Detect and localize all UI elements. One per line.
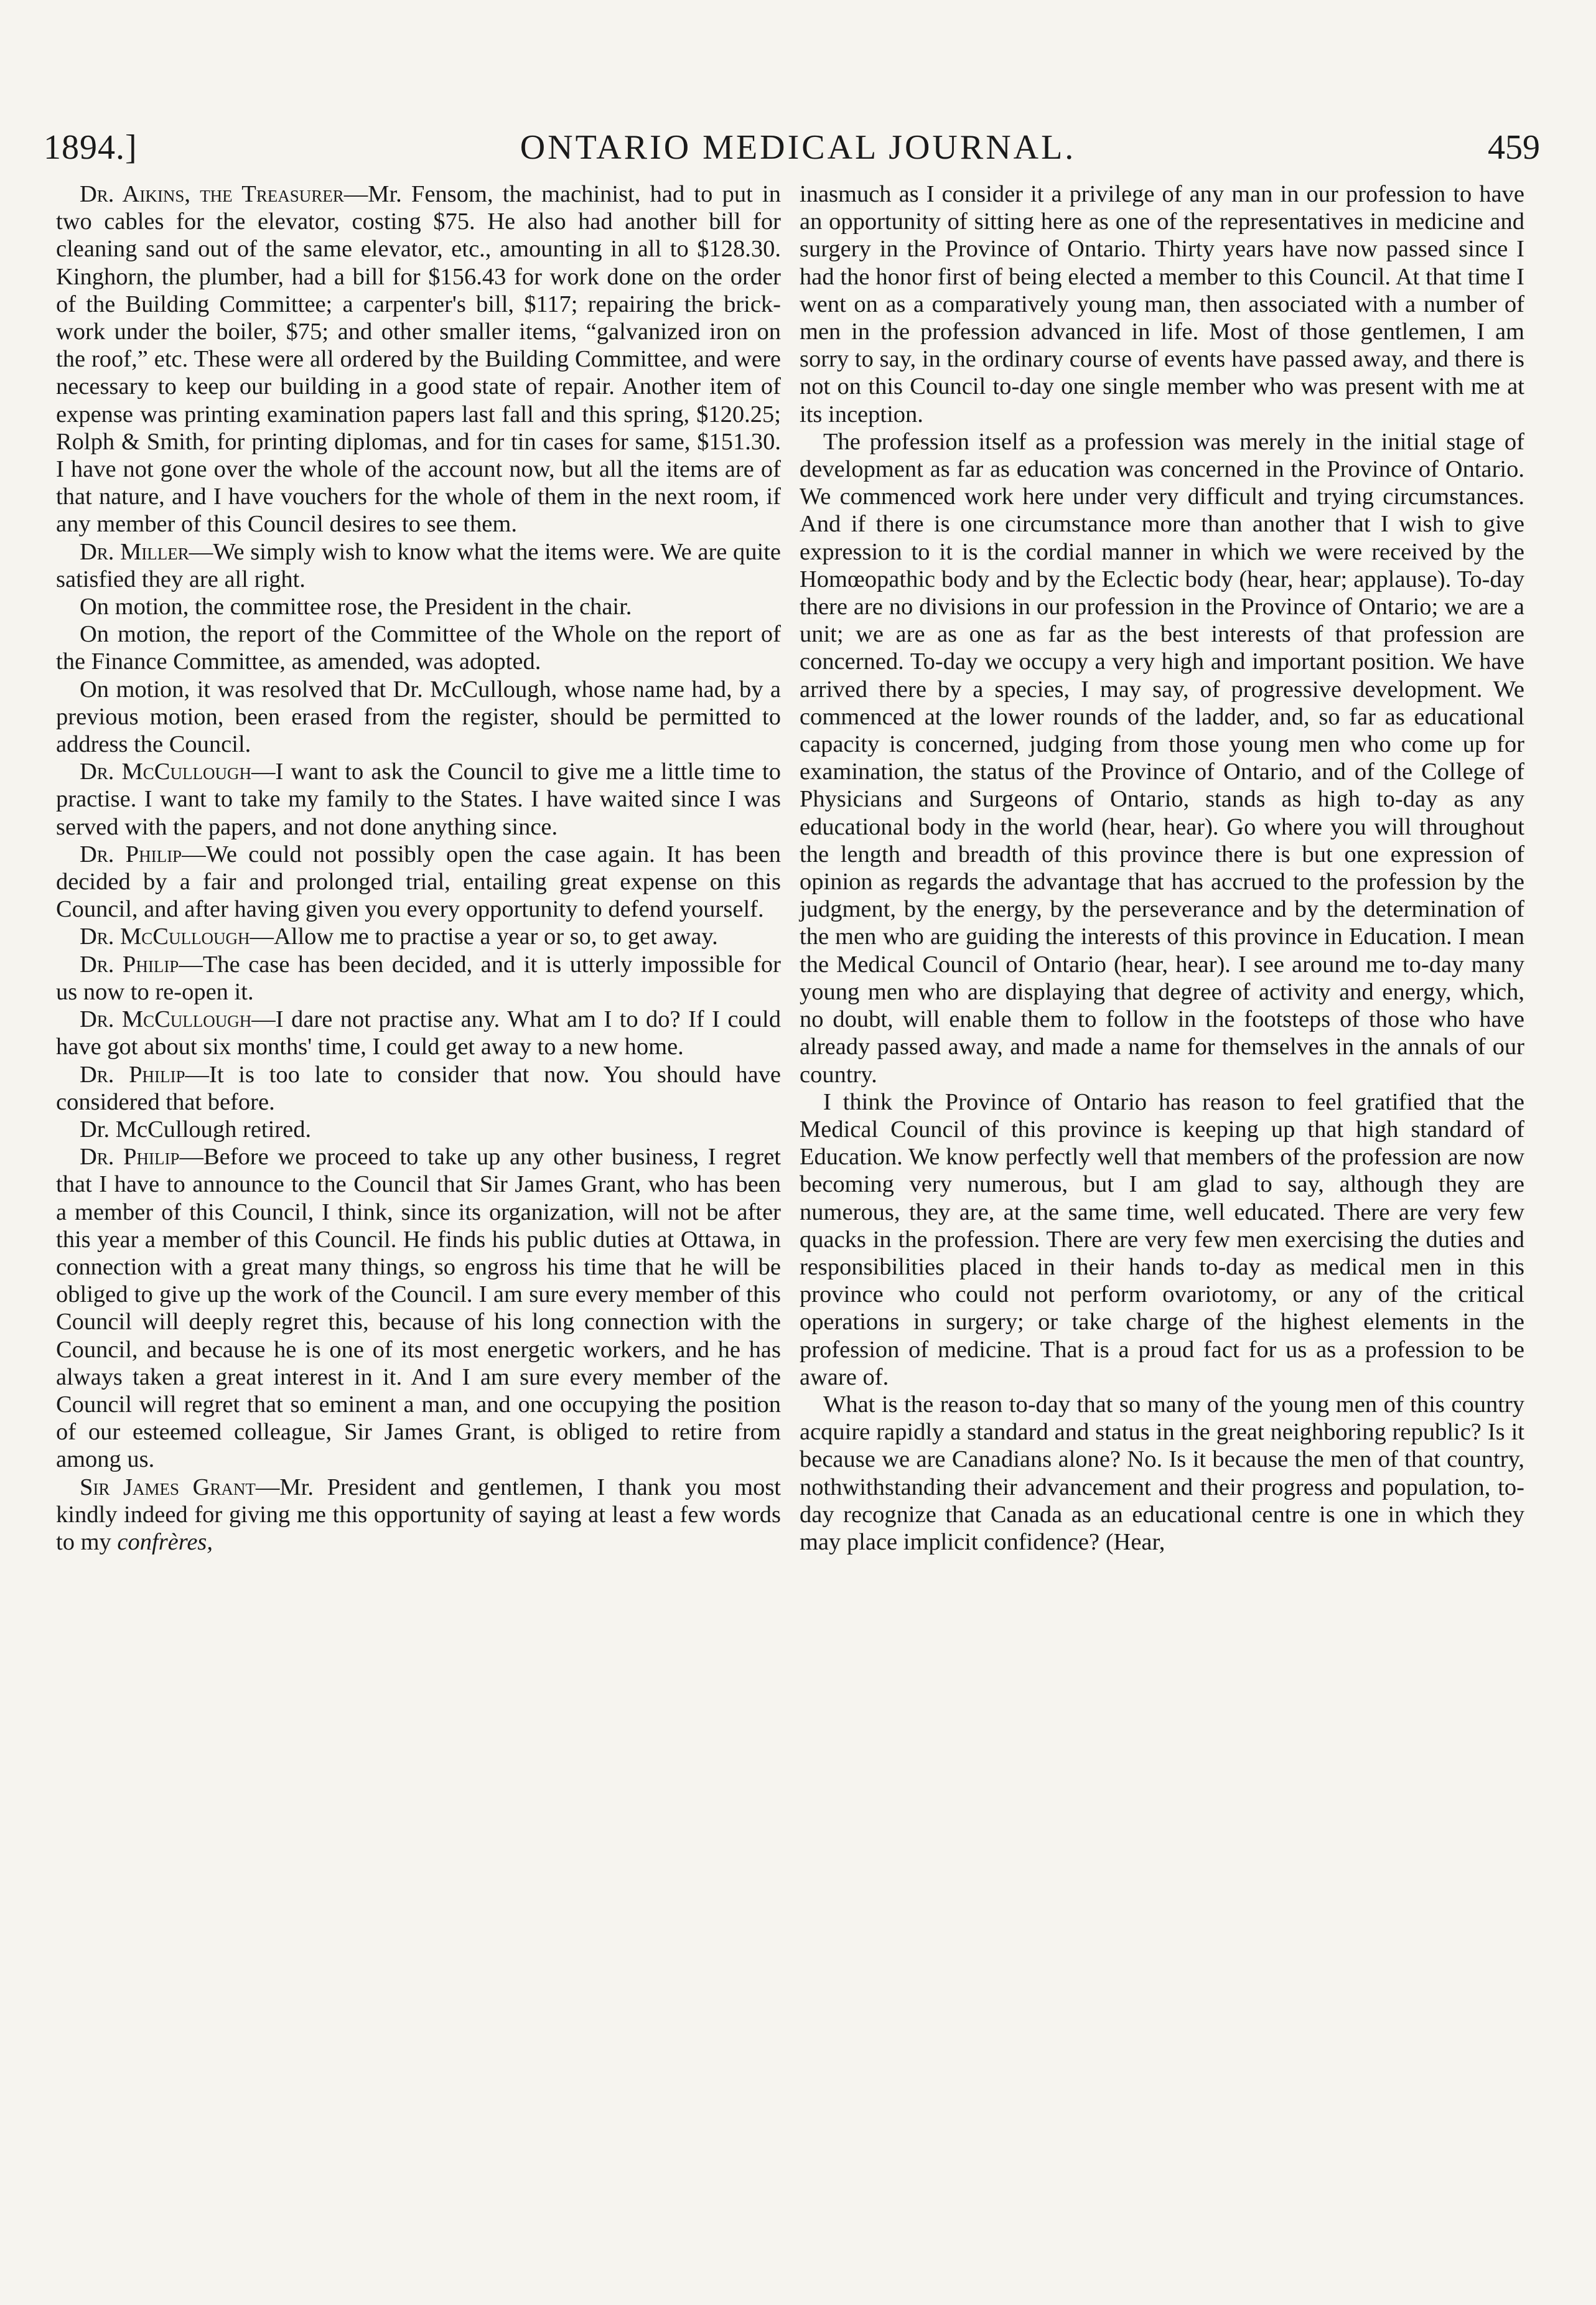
speaker-name: Sir James Grant	[80, 1474, 256, 1500]
right-column	[800, 180, 1524, 1556]
paragraph	[56, 1474, 781, 1556]
header-year: 1894.]	[44, 128, 138, 167]
speaker-name: Dr. McCullough	[80, 1006, 252, 1033]
paragraph-text: On motion, the report of the Committee of the Whole on the report of the Finance Committee, as amended, was adopted.	[56, 621, 781, 675]
paragraph	[56, 538, 781, 593]
speaker-name: Dr. McCullough	[80, 923, 250, 950]
paragraph-text: —Allow me to practise a year or so, to get away.	[250, 923, 718, 950]
running-header	[44, 128, 1552, 171]
paragraph-text: On motion, the committee rose, the President in the chair.	[80, 594, 632, 620]
speaker-name: Dr. Aikins, the Treasurer	[80, 181, 344, 207]
paragraph-text: —It is too late to consider that now. You should have considered that before.	[56, 1061, 781, 1115]
paragraph-text: inasmuch as I consider it a privilege of any man in our profession to have an opportunity of sitting here as one of the representatives in medicine and surgery in the Province of Ontario. Thirty years have now passed since I had the honor first of being elected a member to this Council. At that time I went on as a comparatively young man, then associated with a number of men in the profession advanced in life. Most of those gentlemen, I am sorry to say, in the ordinary course of events have passed away, and there is not on this Council to-day one single member who was present with me at its inception.	[800, 181, 1524, 428]
paragraph-text: What is the reason to-day that so many of the young men of this country acquire rapidly a standard and status in the great neighboring republic? Is it because we are Canadians alone? No. Is it because the men of that country, nothwithstanding their advancement and their progress and population, to-day recognize that Canada as an educational centre is one in which they may place implicit confidence? (Hear,	[800, 1391, 1524, 1555]
paragraph-text: —The case has been decided, and it is utterly impossible for us now to re-open it.	[56, 951, 781, 1005]
page-number: 459	[1488, 128, 1540, 167]
paragraph	[800, 1391, 1524, 1556]
paragraph	[800, 428, 1524, 1088]
paragraph	[56, 620, 781, 675]
speaker-name: Dr. Philip	[80, 1061, 185, 1088]
paragraph	[56, 841, 781, 923]
paragraph-text: I think the Province of Ontario has reason to feel gratified that the Medical Council of this province is keeping up that high standard of Education. We know perfectly well that members of the profession are now becoming very numerous, but I am glad to say, although they are numerous, they are, at the same time, well educated. There are very few quacks in the profession. There are very few men exercising the duties and responsibilities placed in their hands to-day as medical men in this province who could not perform ovariotomy, or any of the critical operations in surgery; or take charge of the highest elements in the profession of medicine. That is a proud fact for us as a profession to be aware of.	[800, 1088, 1524, 1390]
paragraph	[56, 1116, 781, 1143]
paragraph-text: —Mr. President and gentlemen, I thank you most kindly indeed for giving me this opportunity of saying at least a few words to my	[56, 1474, 782, 1555]
speaker-name: Dr. Philip	[80, 951, 179, 978]
paragraph-text: —Mr. Fensom, the machinist, had to put in two cables for the elevator, costing $75. He also had another bill for cleaning sand out of the same elevator, etc., amounting in all to $128.30. Kinghorn, the plumber, had a bill for $156.43 for work done on the order of the Building Committee; a carpenter's bill, $117; repairing the brick-work under the boiler, $75; and other smaller items, “galvanized iron on the roof,” etc. These were all ordered by the Building Committee, and were necessary to keep our building in a good state of repair. Another item of expense was printing examination papers last fall and this spring, $120.25; Rolph & Smith, for printing diplomas, and for tin cases for same, $151.30. I have not gone over the whole of the account now, but all the items are of that nature, and I have vouchers for the whole of them in the next room, if any member of this Council desires to see them.	[56, 181, 781, 538]
speaker-name: Dr. Philip	[80, 1144, 180, 1171]
paragraph	[56, 676, 781, 759]
paragraph-text: —We simply wish to know what the items were. We are quite satisfied they are all right.	[56, 538, 782, 592]
paragraph	[56, 593, 781, 620]
paragraph	[56, 758, 781, 841]
paragraph	[56, 1143, 781, 1473]
paragraph	[56, 180, 781, 538]
paragraph	[56, 923, 781, 950]
paragraph	[800, 1088, 1524, 1391]
paragraph-text: —Before we proceed to take up any other business, I regret that I have to announce to the Council that Sir James Grant, who has been a member of this Council, I think, since its organization, will not be after this year a member of this Council. He finds his public duties at Ottawa, in connection with a great many things, so engross his time that he will be obliged to give up the work of the Council. I am sure every member of this Council will deeply regret this, because of his long connection with the Council, and because he is one of its most energetic workers, and he has always taken a great interest in it. And I am sure every member of the Council will regret that so eminent a man, and one occupying the position of our esteemed colleague, Sir James Grant, is obliged to retire from among us.	[56, 1144, 781, 1473]
paragraph-text: On motion, it was resolved that Dr. McCullough, whose name had, by a previous motion, been erased from the register, should be permitted to address the Council.	[56, 676, 781, 758]
paragraph-text: —We could not possibly open the case again. It has been decided by a fair and prolonged trial, entailing great expense on this Council, and after having given you every opportunity to defend yourself.	[56, 841, 781, 923]
paragraph-text: Dr. McCullough retired.	[80, 1116, 312, 1143]
paragraph	[800, 180, 1524, 428]
speaker-name: Dr. McCullough	[80, 759, 251, 785]
paragraph-text: —I want to ask the Council to give me a little time to practise. I want to take my family to the States. I have waited since I was served with the papers, and not done anything since.	[56, 759, 781, 840]
speaker-name: Dr. Miller	[80, 538, 189, 565]
speaker-name: Dr. Philip	[80, 841, 182, 867]
paragraph-text: —I dare not practise any. What am I to do? If I could have got about six months' time, I could get away to a new home.	[56, 1006, 781, 1060]
journal-title: ONTARIO MEDICAL JOURNAL.	[520, 128, 1076, 167]
italic-word: confrères,	[117, 1528, 213, 1555]
paragraph	[56, 1006, 781, 1060]
paragraph	[56, 951, 781, 1006]
left-column	[56, 180, 781, 1556]
paragraph-text: The profession itself as a profession was merely in the initial stage of development as far as education was concerned in the Province of Ontario. We commenced work here under very difficult and trying circumstances. And if there is one circumstance more than another that I wish to give expression to it is the cordial manner in which we were received by the Homœopathic body and by the Eclectic body (hear, hear; applause). To-day there are no divisions in our profession in the Province of Ontario; we are a unit; we are as one as far as the best interests of that profession are concerned. To-day we occupy a very high and important position. We have arrived there by a species, I may say, of progressive development. We commenced at the lower rounds of the ladder, and, so far as educational capacity is concerned, judging from those young men who come up for examination, the status of the Province of Ontario, and of the College of Physicians and Surgeons of Ontario, stands as high to-day as any educational body in the world (hear, hear). Go where you will throughout the length and breadth of this province there is but one expression of opinion as regards the advantage that has accrued to the profession by the judgment, by the energy, by the perseverance and by the determination of the men who are guiding the interests of this province in Education. I mean the Medical Council of Ontario (hear, hear). I see around me to-day many young men who are displaying that degree of activity and energy, which, no doubt, will enable them to follow in the footsteps of those who have already passed away, and made a name for themselves in the annals of our country.	[800, 428, 1524, 1088]
paragraph	[56, 1061, 781, 1116]
